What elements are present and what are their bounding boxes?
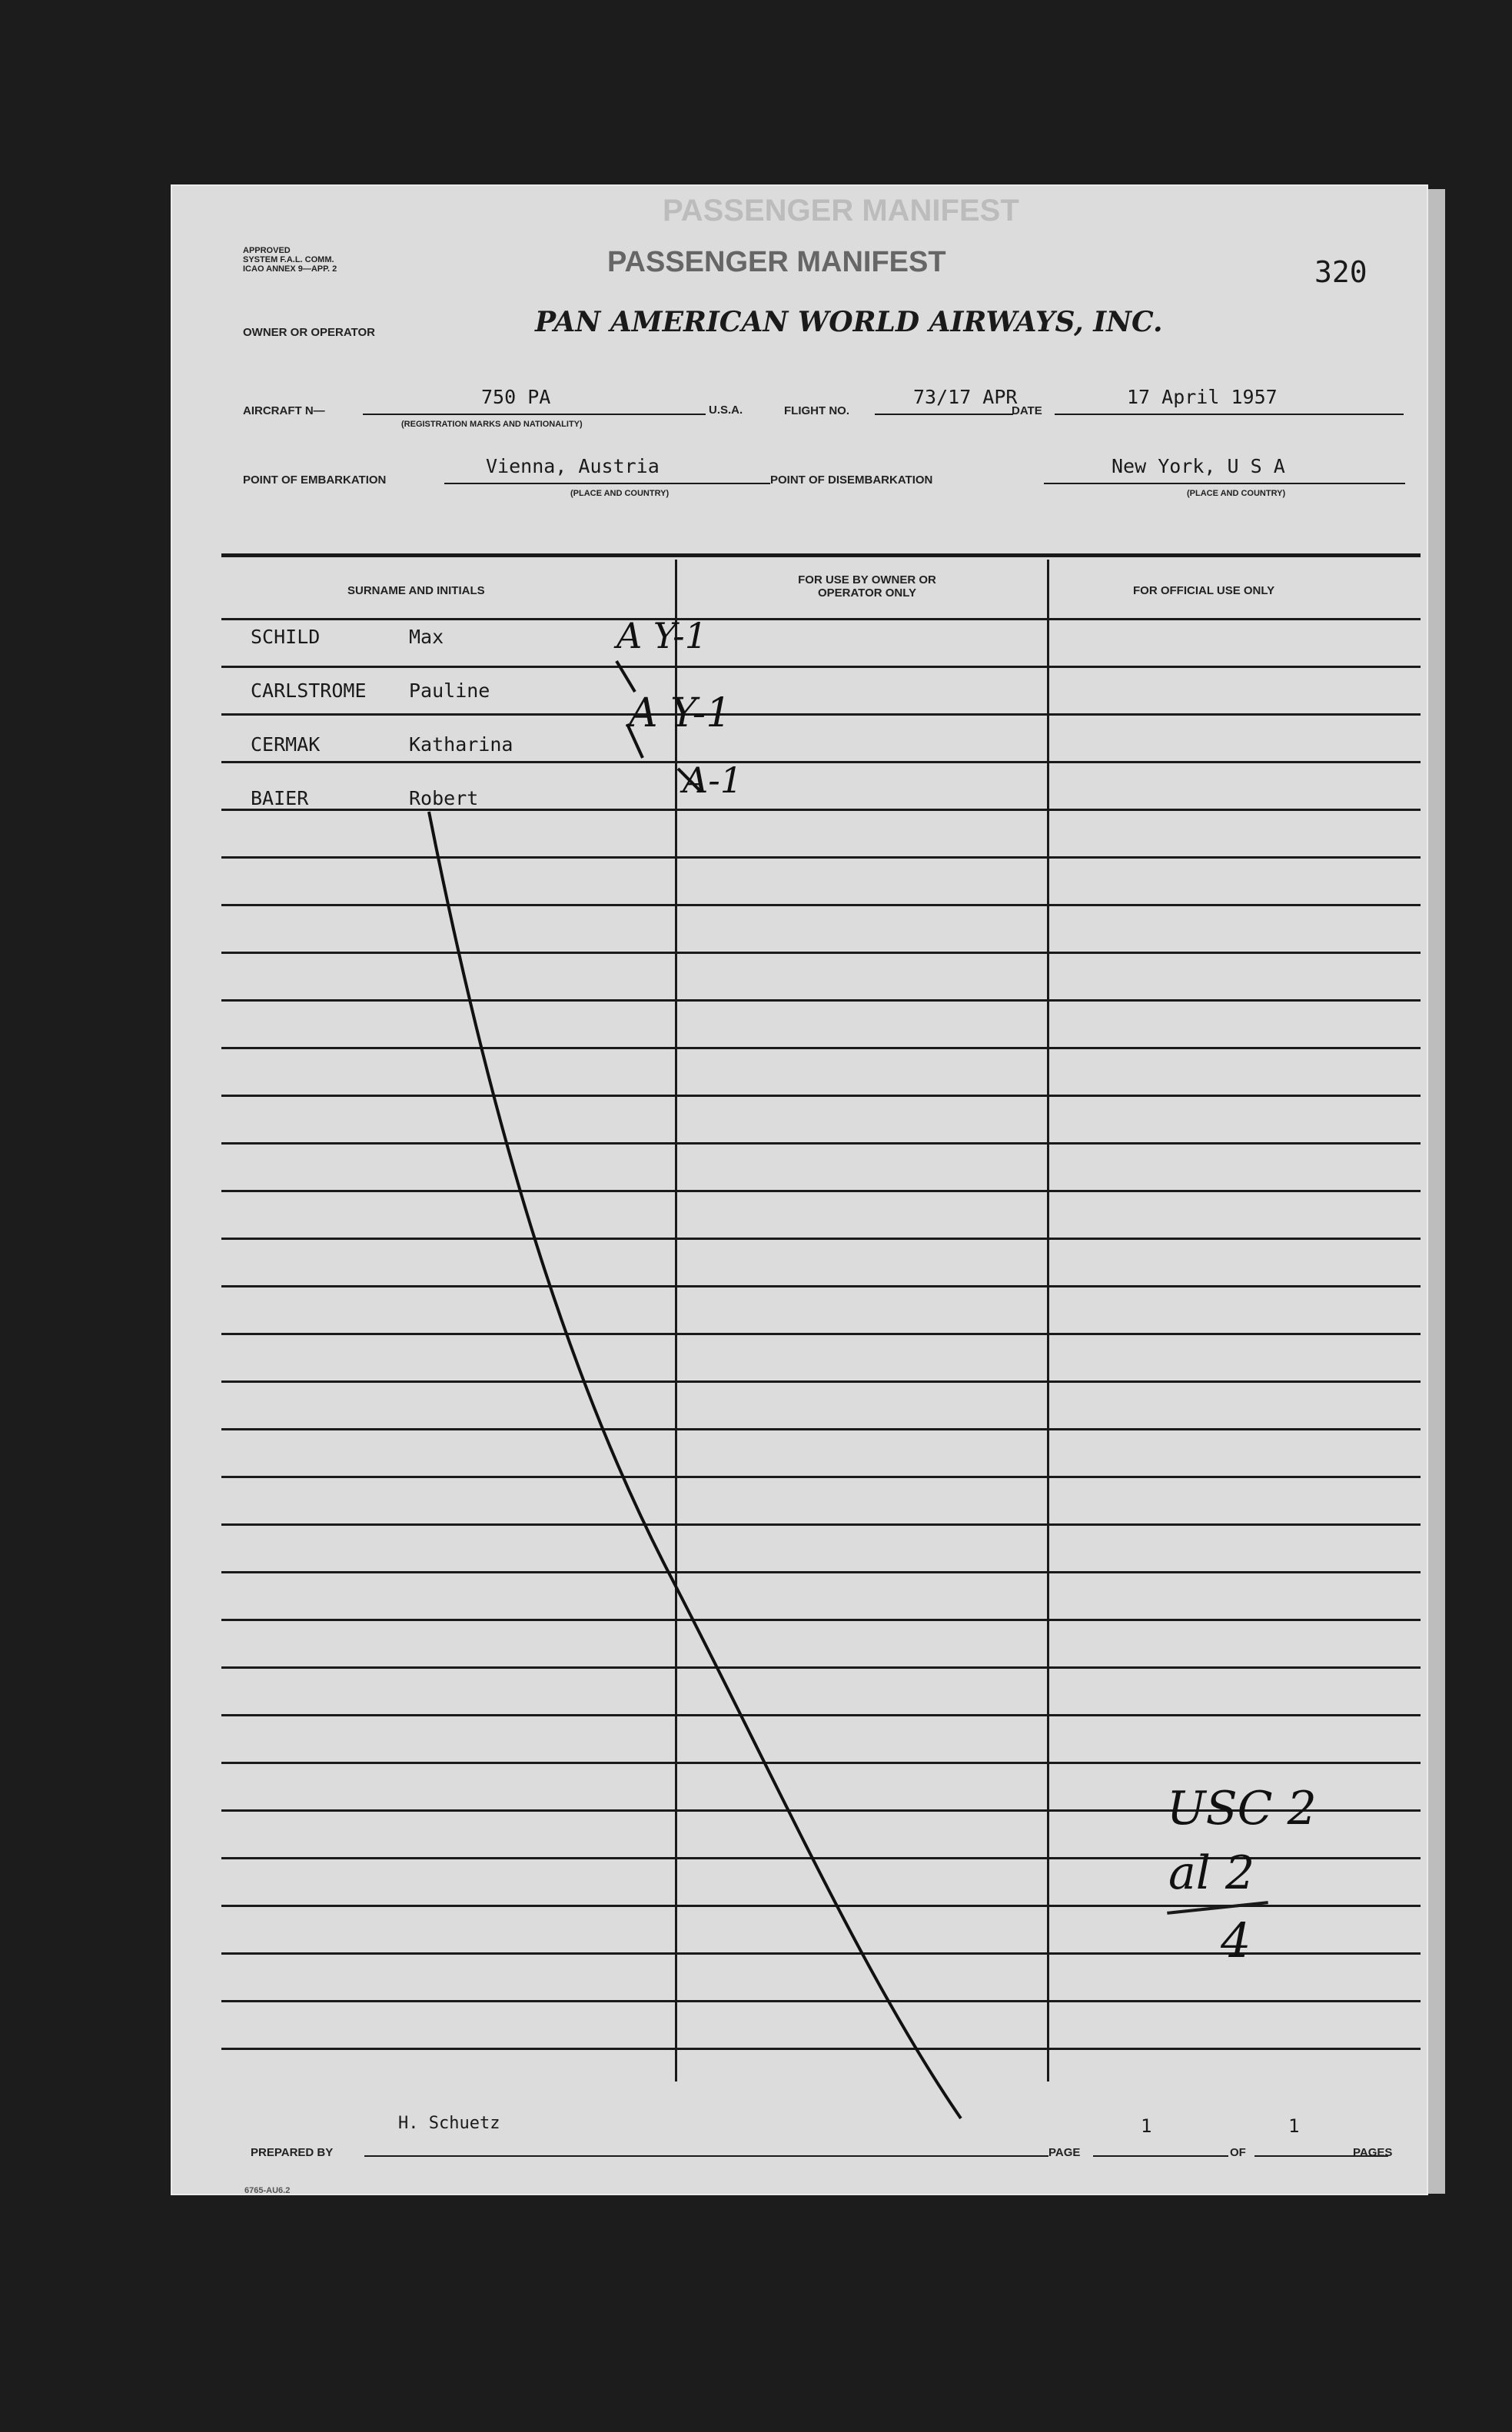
names-header: SURNAME AND INITIALS [347,584,485,597]
tally-line: al 2 [1168,1846,1255,1900]
owner-label: OWNER OR OPERATOR [243,326,375,339]
sheet-number: 320 [1314,255,1367,289]
preparer-name: H. Schuetz [398,2114,500,2133]
passenger-given-name: Max [409,626,444,648]
passenger-surname: SCHILD [251,626,321,648]
handwritten-code: A Y-1 [629,690,732,736]
embarkation-sublabel: (PLACE AND COUNTRY) [570,489,670,498]
date-label: DATE [1012,404,1042,417]
total-pages: 1 [1288,2115,1300,2137]
paper-edge [1428,189,1445,2194]
airline-name: PAN AMERICAN WORLD AIRWAYS, INC. [535,306,1163,338]
check-mark [678,769,701,792]
ghost-title: PASSENGER MANIFEST [663,194,1019,228]
page-number: 1 [1141,2115,1152,2137]
form-number: 6765-AU6.2 [244,2186,291,2195]
pages-label: PAGES [1353,2146,1393,2159]
embarkation-label: POINT OF EMBARKATION [243,473,387,487]
page-title: PASSENGER MANIFEST [607,246,946,278]
passenger-surname: CARLSTROME [251,679,367,702]
handwritten-code: A Y-1 [616,615,707,656]
prepared-underline [364,2155,1048,2157]
aircraft-label: AIRCRAFT N— [243,404,325,417]
check-mark [627,724,643,758]
of-label: OF [1230,2146,1246,2159]
nationality-label: U.S.A. [709,404,743,417]
cancel-line [429,812,961,2118]
disembarkation-label: POINT OF DISEMBARKATION [770,473,933,487]
prepared-label: PREPARED BY [251,2146,334,2159]
handwritten-code: A-1 [683,759,743,801]
approval-line: APPROVED [243,246,291,255]
disembarkation-sublabel: (PLACE AND COUNTRY) [1187,489,1286,498]
page-label: PAGE [1048,2146,1081,2159]
passenger-surname: CERMAK [251,733,321,756]
approval-line: ICAO ANNEX 9—APP. 2 [243,264,337,274]
flight-label: FLIGHT NO. [784,404,849,417]
aircraft-sublabel: (REGISTRATION MARKS AND NATIONALITY) [401,420,583,429]
date-value: 17 April 1957 [1127,386,1278,408]
passenger-given-name: Pauline [409,679,490,702]
check-mark [616,661,635,692]
passenger-given-name: Robert [409,787,479,809]
passenger-surname: BAIER [251,787,309,809]
official-header: FOR OFFICIAL USE ONLY [1133,584,1275,597]
disembarkation-value: New York, U S A [1112,455,1285,477]
passenger-given-name: Katharina [409,733,513,756]
embarkation-value: Vienna, Austria [486,455,660,477]
approval-line: SYSTEM F.A.L. COMM. [243,255,334,264]
aircraft-value: 750 PA [481,386,551,408]
owner-header: FOR USE BY OWNER OR OPERATOR ONLY [798,573,936,600]
tally-line: USC 2 [1167,1782,1317,1836]
flight-value: 73/17 APR [913,386,1018,408]
tally-total: 4 [1221,1912,1251,1969]
page-underline [1093,2155,1228,2157]
manifest-sheet [171,184,1428,2195]
